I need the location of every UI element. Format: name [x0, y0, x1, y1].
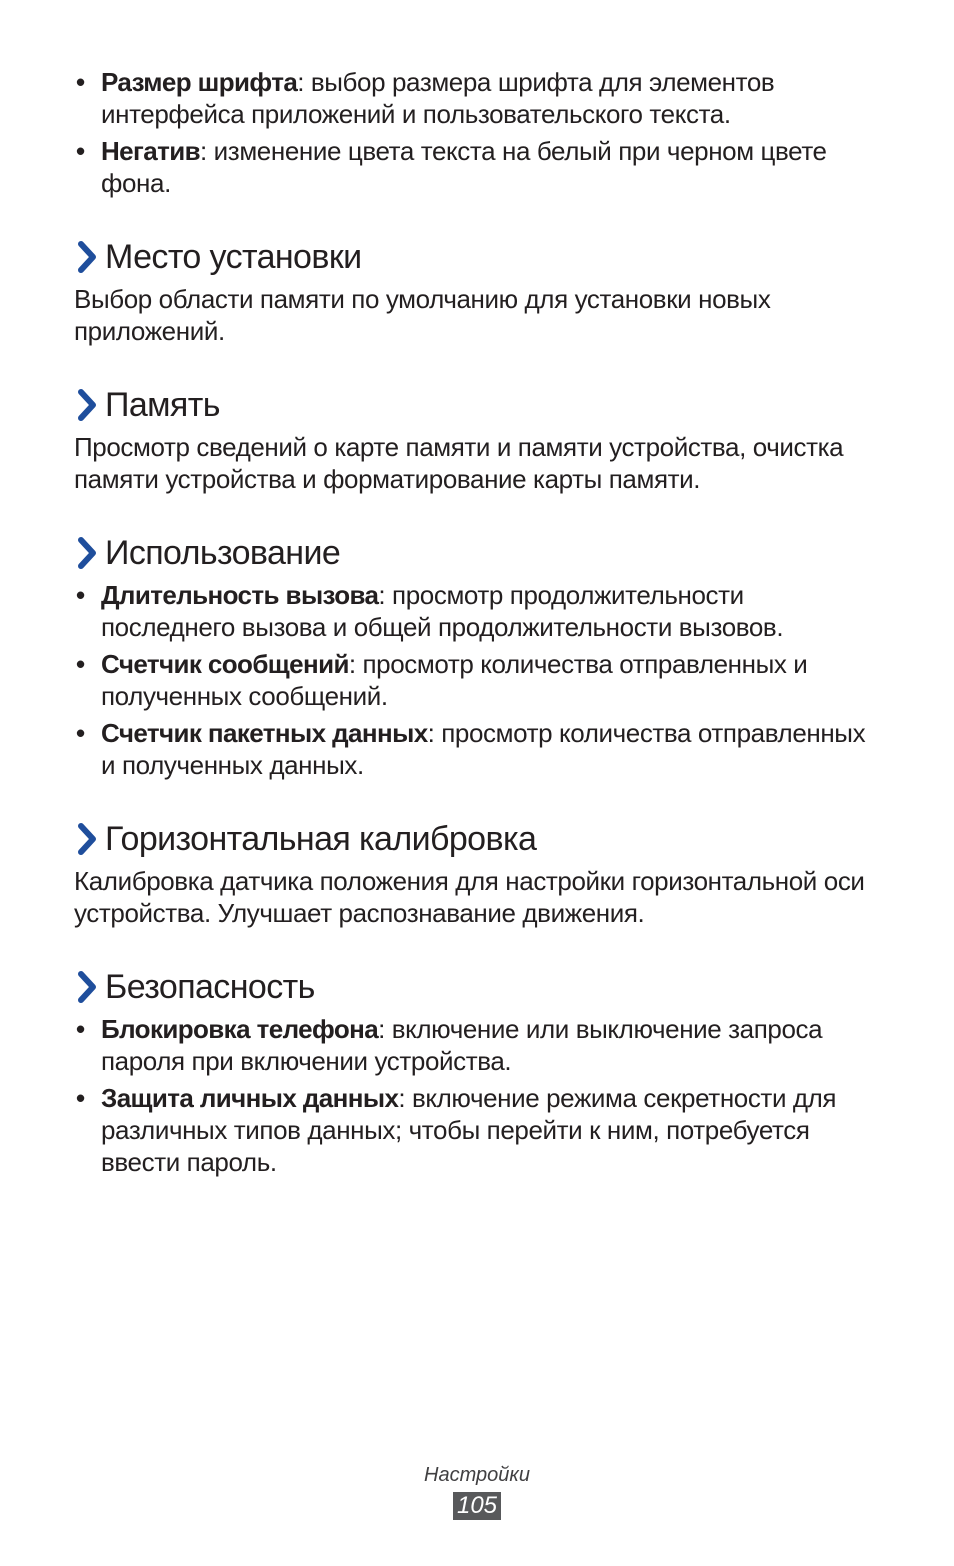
page-number-badge: 105 [453, 1492, 501, 1520]
section-heading [74, 819, 874, 859]
section-title: Горизонтальная калибровка [105, 820, 537, 858]
term-description: : выбор размера шрифта для элементов интерфейса приложений и пользовательского текста. [101, 67, 775, 129]
chevron-right-icon [74, 819, 102, 859]
bullet-dot-icon: • [76, 136, 85, 166]
intro-bullet-list [74, 66, 874, 199]
page-footer [0, 1462, 954, 1520]
term-description: : просмотр количества отправленных и полученных сообщений. [101, 649, 808, 711]
term-label: Счетчик сообщений [101, 649, 349, 679]
usage-bullet-list [74, 579, 874, 781]
term-label: Размер шрифта [101, 67, 298, 97]
section-heading [74, 967, 874, 1007]
term-label: Защита личных данных [101, 1083, 399, 1113]
term-label: Счетчик пакетных данных [101, 718, 428, 748]
term-description: : включение или выключение запроса пароля при включении устройства. [101, 1014, 823, 1076]
term-description: : просмотр количества отправленных и полученных данных. [101, 718, 866, 780]
section-description: Калибровка датчика положения для настройки горизонтальной оси устройства. Улучшает распознавание движения. [74, 866, 865, 928]
list-item [74, 135, 874, 199]
list-item [74, 1082, 874, 1178]
footer-chapter-label: Настройки [424, 1464, 530, 1486]
section-horizontal-calibration [74, 819, 874, 929]
bullet-dot-icon: • [76, 718, 85, 748]
term-description: : изменение цвета текста на белый при черном цвете фона. [101, 136, 827, 198]
list-item [74, 648, 874, 712]
bullet-dot-icon: • [76, 1014, 85, 1044]
term-description: : просмотр продолжительности последнего вызова и общей продолжительности вызовов. [101, 580, 784, 642]
list-item [74, 1013, 874, 1077]
security-bullet-list [74, 1013, 874, 1178]
bullet-dot-icon: • [76, 67, 85, 97]
list-item [74, 66, 874, 130]
section-memory [74, 385, 874, 495]
chevron-right-icon [74, 967, 102, 1007]
list-item [74, 717, 874, 781]
section-title: Память [105, 386, 220, 424]
section-heading [74, 385, 874, 425]
section-description: Выбор области памяти по умолчанию для установки новых приложений. [74, 284, 771, 346]
section-title: Использование [105, 534, 341, 572]
section-security [74, 967, 874, 1178]
bullet-dot-icon: • [76, 1083, 85, 1113]
chevron-right-icon [74, 237, 102, 277]
term-label: Длительность вызова [101, 580, 379, 610]
list-item [74, 579, 874, 643]
chevron-right-icon [74, 533, 102, 573]
section-usage [74, 533, 874, 781]
section-heading [74, 533, 874, 573]
section-install-location [74, 237, 874, 347]
term-label: Негатив [101, 136, 201, 166]
chevron-right-icon [74, 385, 102, 425]
section-heading [74, 237, 874, 277]
section-title: Безопасность [105, 968, 315, 1006]
term-description: : включение режима секретности для различных типов данных; чтобы перейти к ним, потребуется ввести пароль. [101, 1083, 837, 1177]
term-label: Блокировка телефона [101, 1014, 379, 1044]
bullet-dot-icon: • [76, 649, 85, 679]
section-title: Место установки [105, 238, 362, 276]
page-content [74, 66, 874, 1183]
section-description: Просмотр сведений о карте памяти и памяти устройства, очистка памяти устройства и форматирование карты памяти. [74, 432, 844, 494]
bullet-dot-icon: • [76, 580, 85, 610]
